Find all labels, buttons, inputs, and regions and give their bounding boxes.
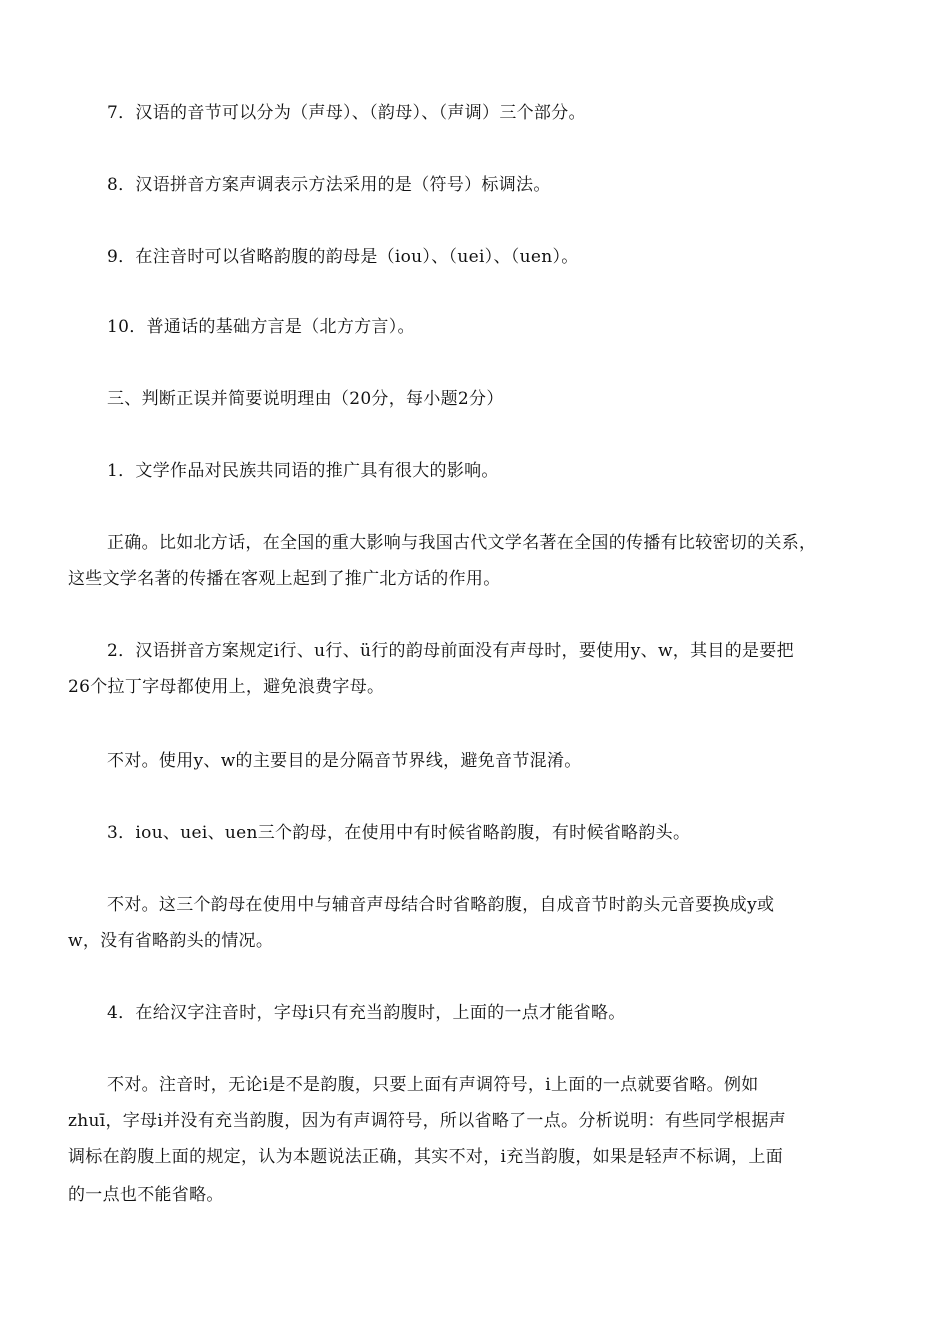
answer-3-line-1: 不对。这三个韵母在使用中与辅音声母结合时省略韵腹，自成音节时韵头元音要换成y或: [107, 895, 775, 915]
answer-2: 不对。使用y、w的主要目的是分隔音节界线，避免音节混淆。: [107, 751, 582, 771]
answer-4-line-2: zhuī，字母i并没有充当韵腹，因为有声调符号，所以省略了一点。分析说明：有些同学根据声: [68, 1111, 786, 1131]
question-2-line-1: 2．汉语拼音方案规定i行、u行、ü行的韵母前面没有声母时，要使用y、w，其目的是要把: [107, 641, 794, 661]
answer-4-line-1: 不对。注音时，无论i是不是韵腹，只要上面有声调符号，i上面的一点就要省略。例如: [107, 1075, 759, 1095]
answer-1-line-2: 这些文学名著的传播在客观上起到了推广北方话的作用。: [68, 569, 501, 589]
answer-1-line-1: 正确。比如北方话，在全国的重大影响与我国古代文学名著在全国的传播有比较密切的关系，: [107, 533, 817, 553]
fill-item-9: 9．在注音时可以省略韵腹的韵母是（iou）、（uei）、（uen）。: [107, 247, 579, 267]
fill-item-10: 10．普通话的基础方言是（北方方言）。: [107, 317, 415, 337]
answer-4-line-3: 调标在韵腹上面的规定，认为本题说法正确，其实不对，i充当韵腹，如果是轻声不标调，上面: [68, 1147, 784, 1167]
fill-item-8: 8．汉语拼音方案声调表示方法采用的是（符号）标调法。: [107, 175, 551, 195]
answer-3-line-2: w，没有省略韵头的情况。: [68, 931, 274, 951]
fill-item-7: 7．汉语的音节可以分为（声母）、（韵母）、（声调）三个部分。: [107, 103, 586, 123]
answer-4-line-4: 的一点也不能省略。: [68, 1185, 224, 1205]
question-4: 4．在给汉字注音时，字母i只有充当韵腹时，上面的一点才能省略。: [107, 1003, 626, 1023]
question-1: 1．文学作品对民族共同语的推广具有很大的影响。: [107, 461, 499, 481]
section-heading: 三、判断正误并简要说明理由（20分，每小题2分）: [107, 389, 504, 409]
question-2-line-2: 26个拉丁字母都使用上，避免浪费字母。: [68, 677, 385, 697]
question-3: 3．iou、uei、uen三个韵母，在使用中有时候省略韵腹，有时候省略韵头。: [107, 823, 691, 843]
